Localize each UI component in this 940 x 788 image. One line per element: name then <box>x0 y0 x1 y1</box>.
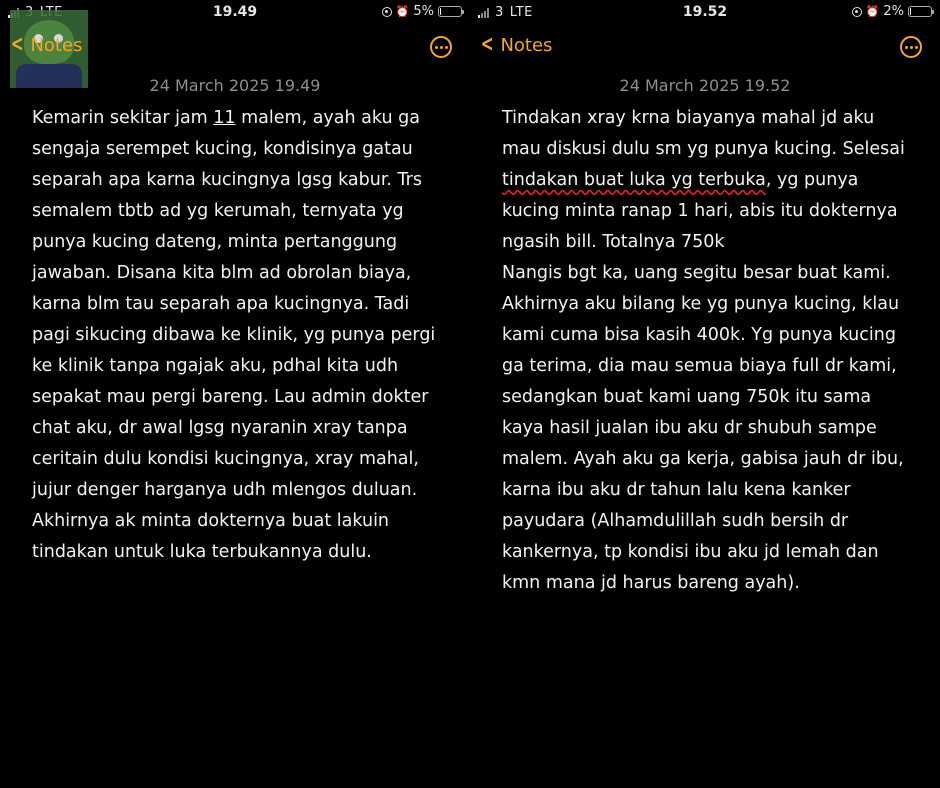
note-paragraph: Nangis bgt ka, uang segitu besar buat kami. Akhirnya aku bilang ke yg punya kucing, klau kami cuma bisa kasih 400k. Yg punya kucing ga terima, dia mau semua biaya full dr kami, sedangkan buat kami uang 750k itu sama kaya hasil jualan ibu aku dr shubuh sampe malem. Ayah aku ga kerja, gabisa jauh dr ibu, karna ibu aku dr tahun lalu kena kanker payudara (Alhamdulillah sudh bersih dr kankernya, tp kondisi ibu aku jd lemah dan kmn mana jd harus bareng ayah). <box>502 263 904 593</box>
more-button[interactable] <box>430 36 452 58</box>
note-date: 24 March 2025 19.52 <box>619 76 791 95</box>
back-button[interactable] <box>8 34 82 56</box>
more-button[interactable] <box>900 36 922 58</box>
alarm-icon: ⏰ <box>865 5 880 18</box>
orientation-lock-icon <box>852 7 862 17</box>
alarm-icon: ⏰ <box>395 5 410 18</box>
status-time: 19.52 <box>682 4 728 20</box>
battery-percent: 5% <box>413 4 434 19</box>
status-time: 19.49 <box>212 4 258 20</box>
chevron-left-icon: < <box>10 32 24 57</box>
note-paragraph: Tindakan xray krna biayanya mahal jd aku mau diskusi dulu sm yg punya kucing. Selesai tindakan buat luka yg terbuka, yg punya kucing minta ranap 1 hari, abis itu dokternya ngasih bill. Totalnya 750k <box>502 108 905 252</box>
network-type: LTE <box>509 5 533 20</box>
chevron-left-icon: < <box>480 32 494 57</box>
battery-icon <box>908 6 932 17</box>
note-body[interactable] <box>502 103 916 599</box>
note-paragraph: Kemarin sekitar jam 11 malem, ayah aku ga sengaja serempet kucing, kondisinya gatau separah apa karna kucingnya lgsg kabur. Trs semalem tbtb ad yg kerumah, ternyata yg punya kucing dateng, minta pertanggung jawaban. Disana kita blm ad obrolan biaya, karna blm tau separah apa kucingnya. Tadi pagi sikucing dibawa ke klinik, yg punya pergi ke klinik tanpa ngajak aku, pdhal kita udh sepakat mau pergi bareng. Lau admin dokter chat aku, dr awal lgsg nyaranin xray tanpa ceritain dulu kondisi kucingnya, xray mahal, jujur denger harganya udh mlengos duluan. Akhirnya ak minta dokternya buat lakuin tindakan untuk luka terbukannya dulu. <box>32 108 436 562</box>
navigation-bar <box>0 30 470 68</box>
back-label: Notes <box>500 34 553 56</box>
battery-percent: 2% <box>883 4 904 19</box>
ellipsis-circle-icon <box>435 46 438 49</box>
note-screen-right <box>470 0 940 788</box>
orientation-lock-icon <box>382 7 392 17</box>
note-body[interactable] <box>32 103 446 568</box>
ellipsis-circle-icon <box>905 46 908 49</box>
misspelled-text[interactable]: tindakan buat luka yg terbuka <box>502 170 766 190</box>
time-link[interactable]: 11 <box>213 108 236 128</box>
navigation-bar <box>470 30 940 68</box>
back-label: Notes <box>30 34 83 56</box>
note-date: 24 March 2025 19.49 <box>149 76 321 95</box>
back-button[interactable] <box>478 34 552 56</box>
signal-number: 3 <box>495 5 504 20</box>
status-bar <box>470 0 940 26</box>
battery-icon <box>438 6 462 17</box>
